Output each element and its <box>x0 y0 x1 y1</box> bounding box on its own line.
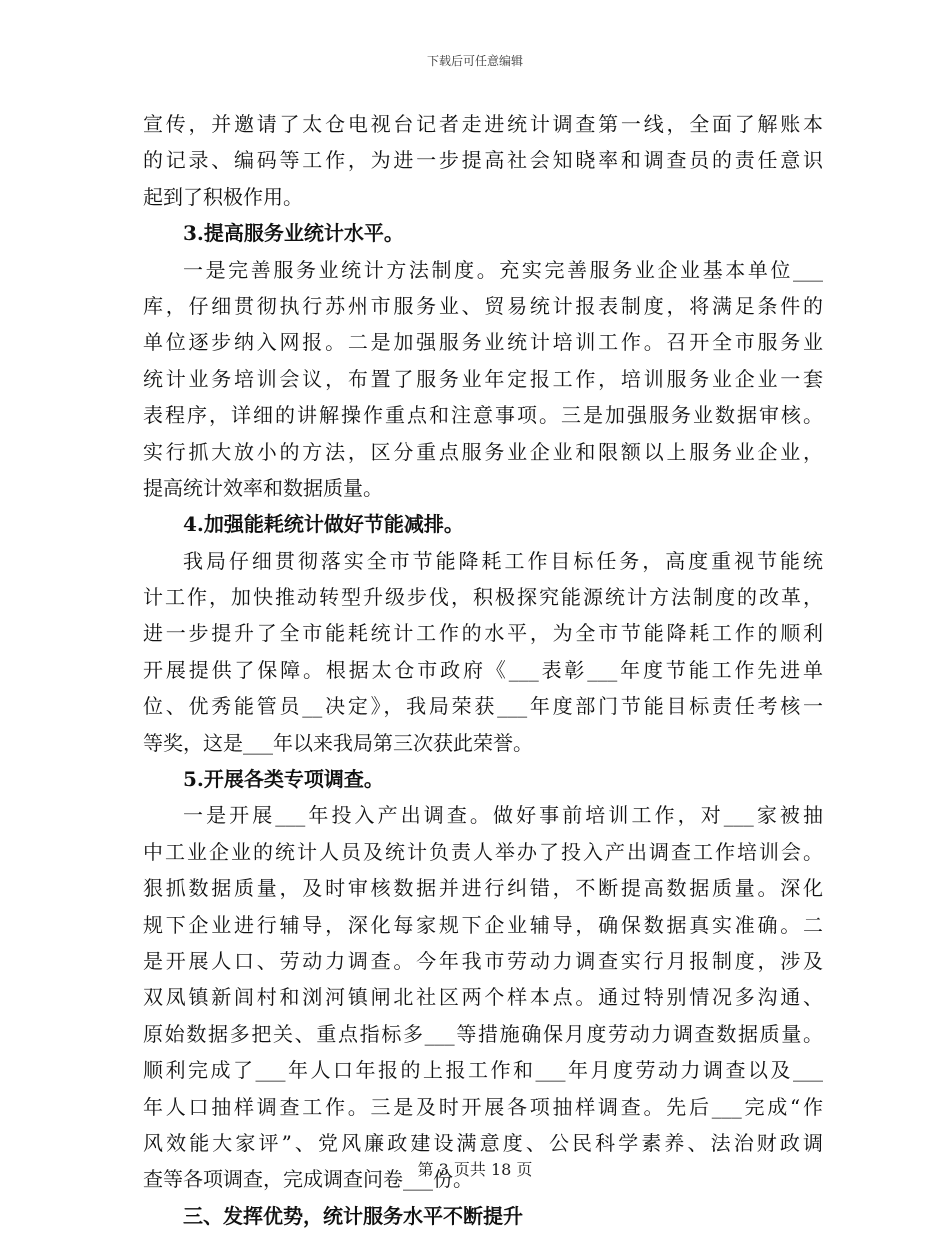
section-heading: 5.开展各类专项调查。 <box>183 767 384 792</box>
section-heading: 4.加强能耗统计做好节能减排。 <box>183 512 464 537</box>
paragraph-line: 开展提供了保障。根据太仓市政府《___表彰___年度节能工作先进单 <box>143 657 823 682</box>
paragraph-line: 中工业企业的统计人员及统计负责人举办了投入产出调查工作培训会。 <box>143 839 823 864</box>
paragraph-line: 表程序，详细的讲解操作重点和注意事项。三是加强服务业数据审核。 <box>143 403 823 428</box>
paragraph-line: 一是开展___年投入产出调查。做好事前培训工作，对___家被抽 <box>183 803 823 828</box>
paragraph-line: 风效能大家评”、党风廉政建设满意度、公民科学素养、法治财政调 <box>143 1130 823 1155</box>
paragraph-line: 位、优秀能管员__决定》，我局荣获___年度部门节能目标责任考核一 <box>143 694 823 719</box>
paragraph-line: 计工作，加快推动转型升级步伐，积极探究能源统计方法制度的改革， <box>143 585 823 610</box>
paragraph-line: 原始数据多把关、重点指标多___等措施确保月度劳动力调查数据质量。 <box>143 1021 823 1046</box>
paragraph-line: 查等各项调查，完成调查问卷___份。 <box>143 1167 473 1192</box>
paragraph-line: 双凤镇新闾村和浏河镇闸北社区两个样本点。通过特别情况多沟通、 <box>143 985 823 1010</box>
section-heading: 三、发挥优势，统计服务水平不断提升 <box>183 1203 523 1228</box>
paragraph-line: 进一步提升了全市能耗统计工作的水平，为全市节能降耗工作的顺利 <box>143 621 823 646</box>
paragraph-line: 宣传，并邀请了太仓电视台记者走进统计调查第一线，全面了解账本 <box>143 112 823 136</box>
paragraph-line: 实行抓大放小的方法，区分重点服务业企业和限额以上服务业企业， <box>143 439 823 464</box>
paragraph-line: 是开展人口、劳动力调查。今年我市劳动力调查实行月报制度，涉及 <box>143 948 823 973</box>
section-heading: 3.提高服务业统计水平。 <box>183 221 404 246</box>
paragraph-line: 起到了积极作用。 <box>143 184 303 209</box>
paragraph-line: 统计业务培训会议，布置了服务业年定报工作，培训服务业企业一套 <box>143 366 823 391</box>
paragraph-line: 规下企业进行辅导，深化每家规下企业辅导，确保数据真实准确。二 <box>143 912 823 937</box>
paragraph-line: 提高统计效率和数据质量。 <box>143 475 383 500</box>
paragraph-line: 的记录、编码等工作，为进一步提高社会知晓率和调查员的责任意识 <box>143 148 823 173</box>
paragraph-line: 我局仔细贯彻落实全市节能降耗工作目标任务，高度重视节能统 <box>183 548 823 573</box>
paragraph-line: 单位逐步纳入网报。二是加强服务业统计培训工作。召开全市服务业 <box>143 330 823 355</box>
document-body <box>143 106 823 1234</box>
paragraph-line: 顺利完成了___年人口年报的上报工作和___年月度劳动力调查以及___ <box>143 1058 823 1083</box>
page-footer: 第 3 页共 18 页 <box>417 1160 533 1179</box>
page-header: 下载后可任意编辑 <box>426 54 523 68</box>
paragraph-line: 一是完善服务业统计方法制度。充实完善服务业企业基本单位___ <box>183 257 823 282</box>
paragraph-line: 库，仔细贯彻执行苏州市服务业、贸易统计报表制度，将满足条件的 <box>143 293 823 318</box>
paragraph-line: 等奖，这是___年以来我局第三次获此荣誉。 <box>143 730 533 755</box>
paragraph-line: 年人口抽样调查工作。三是及时开展各项抽样调查。先后___完成“作 <box>143 1094 823 1119</box>
paragraph-line: 狠抓数据质量，及时审核数据并进行纠错，不断提高数据质量。深化 <box>143 876 823 901</box>
